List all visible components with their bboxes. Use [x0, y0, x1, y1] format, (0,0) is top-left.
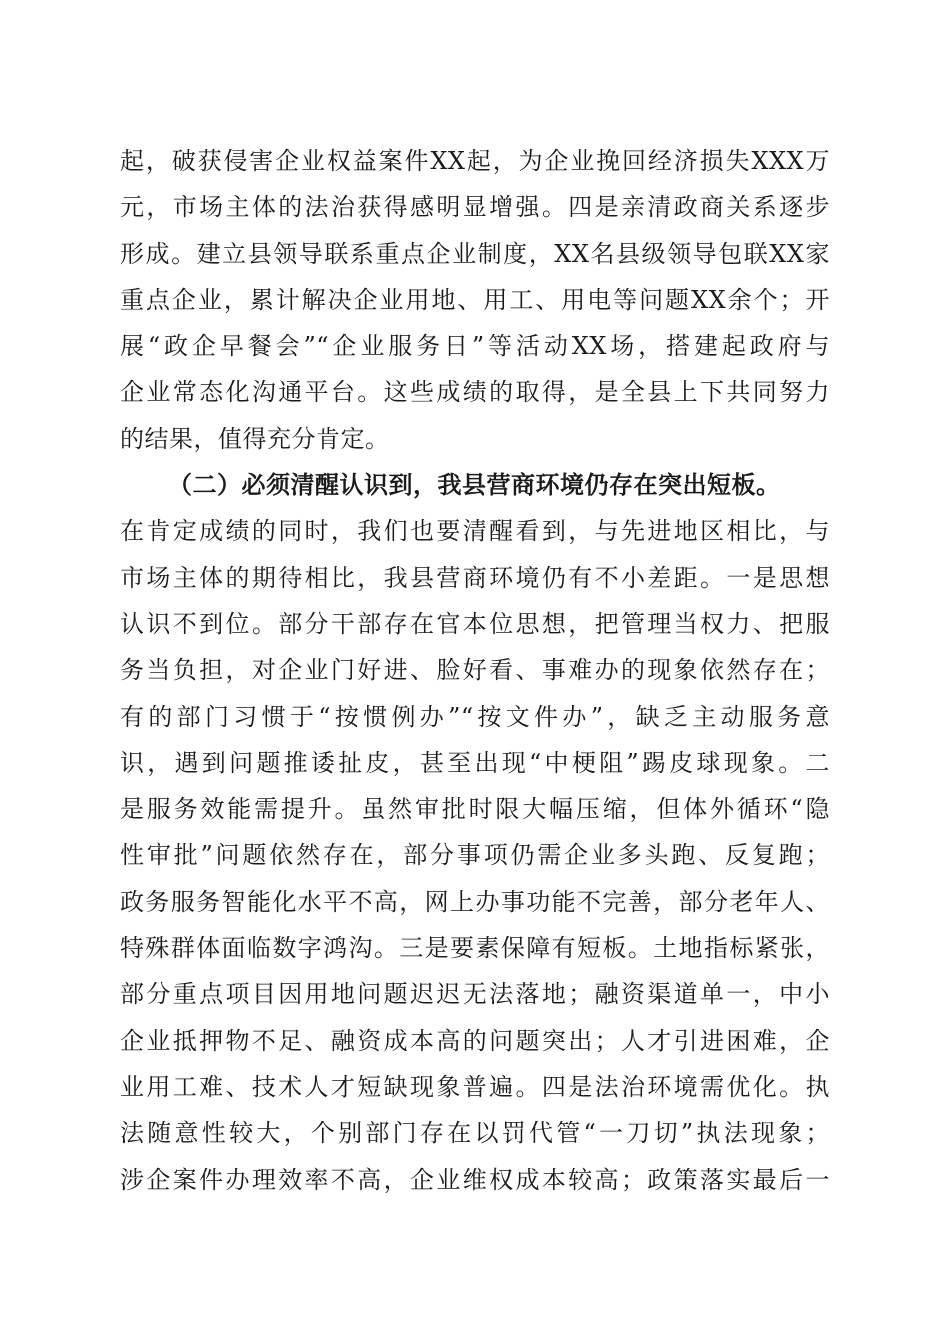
text-line: 形成。建立县领导联系重点企业制度，XX名县级领导包联XX家	[120, 239, 830, 268]
text-line: 企业抵押物不足、融资成本高的问题突出；人才引进困难，企	[120, 1026, 830, 1055]
text-line: 展“政企早餐会”“企业服务日”等活动XX场，搭建起政府与	[120, 332, 830, 361]
text-line: 在肯定成绩的同时，我们也要清醒看到，与先进地区相比，与	[120, 517, 830, 546]
text-line: 性审批”问题依然存在，部分事项仍需企业多头跑、反复跑；	[120, 841, 830, 870]
text-line: 识，遇到问题推诿扯皮，甚至出现“中梗阻”踢皮球现象。二	[120, 748, 830, 777]
text-line: 市场主体的期待相比，我县营商环境仍有不小差距。一是思想	[120, 563, 830, 592]
text-line: 企业常态化沟通平台。这些成绩的取得，是全县上下共同努力	[120, 378, 830, 407]
text-line: 务当负担，对企业门好进、脸好看、事难办的现象依然存在；	[120, 656, 830, 685]
paragraph-achievements	[120, 138, 830, 462]
text-line: 的结果，值得充分肯定。	[120, 424, 390, 453]
text-line: 法随意性较大，个别部门存在以罚代管“一刀切”执法现象；	[120, 1119, 830, 1148]
document-body	[120, 138, 830, 1203]
text-line: 涉企案件办理效率不高，企业维权成本较高；政策落实最后一	[120, 1165, 830, 1194]
section-heading: （二）必须清醒认识到，我县营商环境仍存在突出短板。	[168, 470, 781, 500]
text-line: 政务服务智能化水平不高，网上办事功能不完善，部分老年人、	[120, 887, 830, 916]
text-line: 重点企业，累计解决企业用地、用工、用电等问题XX余个；开	[120, 285, 830, 314]
paragraph-shortcomings	[120, 508, 830, 1202]
text-line: 特殊群体面临数字鸿沟。三是要素保障有短板。土地指标紧张，	[120, 934, 830, 963]
text-line: 部分重点项目因用地问题迟迟无法落地；融资渠道单一，中小	[120, 980, 830, 1009]
text-line: 认识不到位。部分干部存在官本位思想，把管理当权力、把服	[120, 609, 830, 638]
text-line: 业用工难、技术人才短缺现象普遍。四是法治环境需优化。执	[120, 1072, 830, 1101]
text-line: 有的部门习惯于“按惯例办”“按文件办”，缺乏主动服务意	[120, 702, 830, 731]
text-line: 元，市场主体的法治获得感明显增强。四是亲清政商关系逐步	[120, 193, 830, 222]
text-line: 起，破获侵害企业权益案件XX起，为企业挽回经济损失XXX万	[120, 147, 830, 175]
text-line: 是服务效能需提升。虽然审批时限大幅压缩，但体外循环“隐	[120, 795, 830, 824]
